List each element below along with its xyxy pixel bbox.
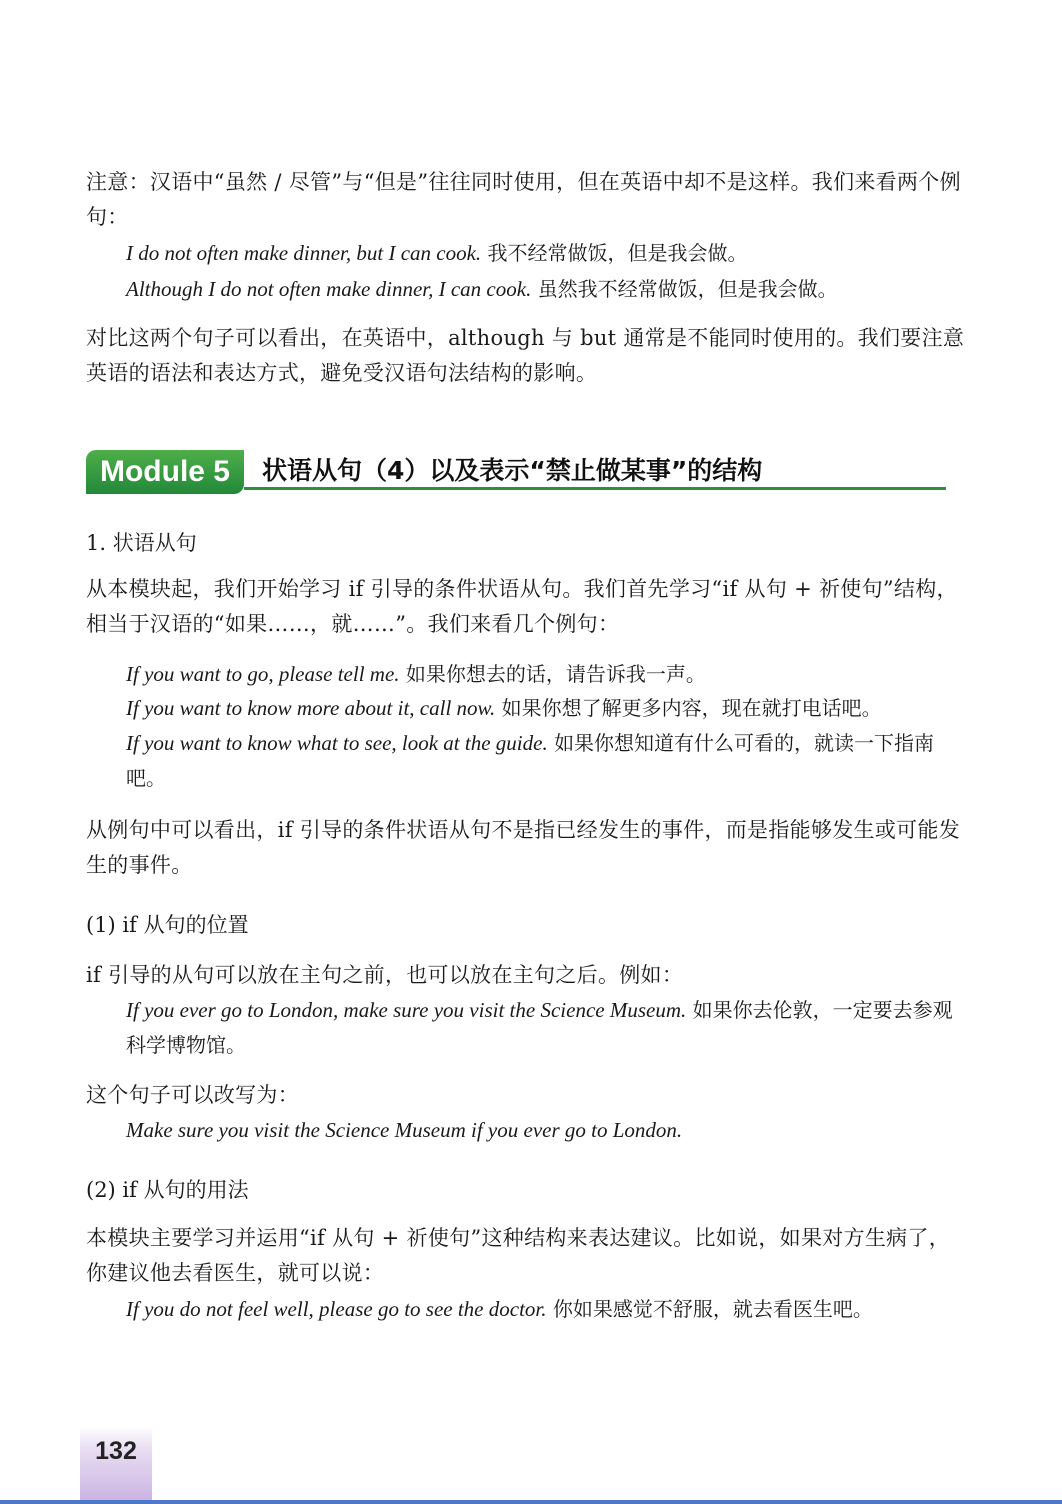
example-english: Although I do not often make dinner, I can cook. xyxy=(126,277,532,301)
position-heading: (1) if 从句的位置 xyxy=(86,913,249,937)
example-chinese: 我不经常做饭，但是我会做。 xyxy=(487,241,748,265)
example-chinese: 虽然我不经常做饭，但是我会做。 xyxy=(537,277,838,301)
example-english: If you want to know more about it, call now. xyxy=(126,696,496,720)
section-example-1 xyxy=(126,657,966,692)
example-english: If you want to go, please tell me. xyxy=(126,662,400,686)
example-chinese: 如果你去伦敦，一定要去参观科学博物馆。 xyxy=(126,998,953,1057)
section-example-3 xyxy=(126,726,966,796)
page-number: 132 xyxy=(95,1437,137,1465)
example-english: If you ever go to London, make sure you visit the Science Museum. xyxy=(126,998,687,1022)
note-paragraph: 注意：汉语中“虽然 / 尽管”与“但是”往往同时使用，但在英语中却不是这样。我们来看两个例句： xyxy=(86,170,961,229)
example-english: If you want to know what to see, look at the guide. xyxy=(126,731,548,755)
section-heading: 1. 状语从句 xyxy=(86,531,197,555)
example-english: I do not often make dinner, but I can cook. xyxy=(126,241,482,265)
module-title-underline xyxy=(244,487,946,490)
bottom-rule xyxy=(0,1500,1062,1504)
module-badge: Module 5 xyxy=(86,450,244,494)
section-conclusion: 从例句中可以看出，if 引导的条件状语从句不是指已经发生的事件，而是指能够发生或可能发生的事件。 xyxy=(86,818,961,877)
example-chinese: 如果你想去的话，请告诉我一声。 xyxy=(405,662,706,686)
rewrite-intro: 这个句子可以改写为： xyxy=(86,1083,299,1107)
example-english: If you do not feel well, please go to see the doctor. xyxy=(126,1297,547,1321)
position-example xyxy=(126,993,966,1063)
note-example-2 xyxy=(126,272,966,307)
example-chinese: 如果你想了解更多内容，现在就打电话吧。 xyxy=(501,696,882,720)
section-example-2 xyxy=(126,691,966,726)
note-example-1 xyxy=(126,236,966,271)
rewrite-example xyxy=(126,1113,966,1148)
position-intro: if 引导的从句可以放在主句之前，也可以放在主句之后。例如： xyxy=(86,963,684,987)
note-conclusion: 对比这两个句子可以看出，在英语中，although 与 but 通常是不能同时使用的。我们要注意英语的语法和表达方式，避免受汉语句法结构的影响。 xyxy=(86,326,965,385)
example-english: Make sure you visit the Science Museum if you ever go to London. xyxy=(126,1118,683,1142)
example-chinese: 你如果感觉不舒服，就去看医生吧。 xyxy=(552,1297,873,1321)
usage-heading: (2) if 从句的用法 xyxy=(86,1178,249,1202)
usage-example xyxy=(126,1292,966,1327)
example-chinese: 如果你想知道有什么可看的，就读一下指南吧。 xyxy=(126,731,935,790)
module-title: 状语从句（4）以及表示“禁止做某事”的结构 xyxy=(262,456,763,485)
usage-intro: 本模块主要学习并运用“if 从句 + 祈使句”这种结构来表达建议。比如说，如果对方生病了，你建议他去看医生，就可以说： xyxy=(86,1226,951,1285)
section-intro: 从本模块起，我们开始学习 if 引导的条件状语从句。我们首先学习“if 从句 + 祈使句”结构，相当于汉语的“如果……，就……”。我们来看几个例句： xyxy=(86,577,958,636)
